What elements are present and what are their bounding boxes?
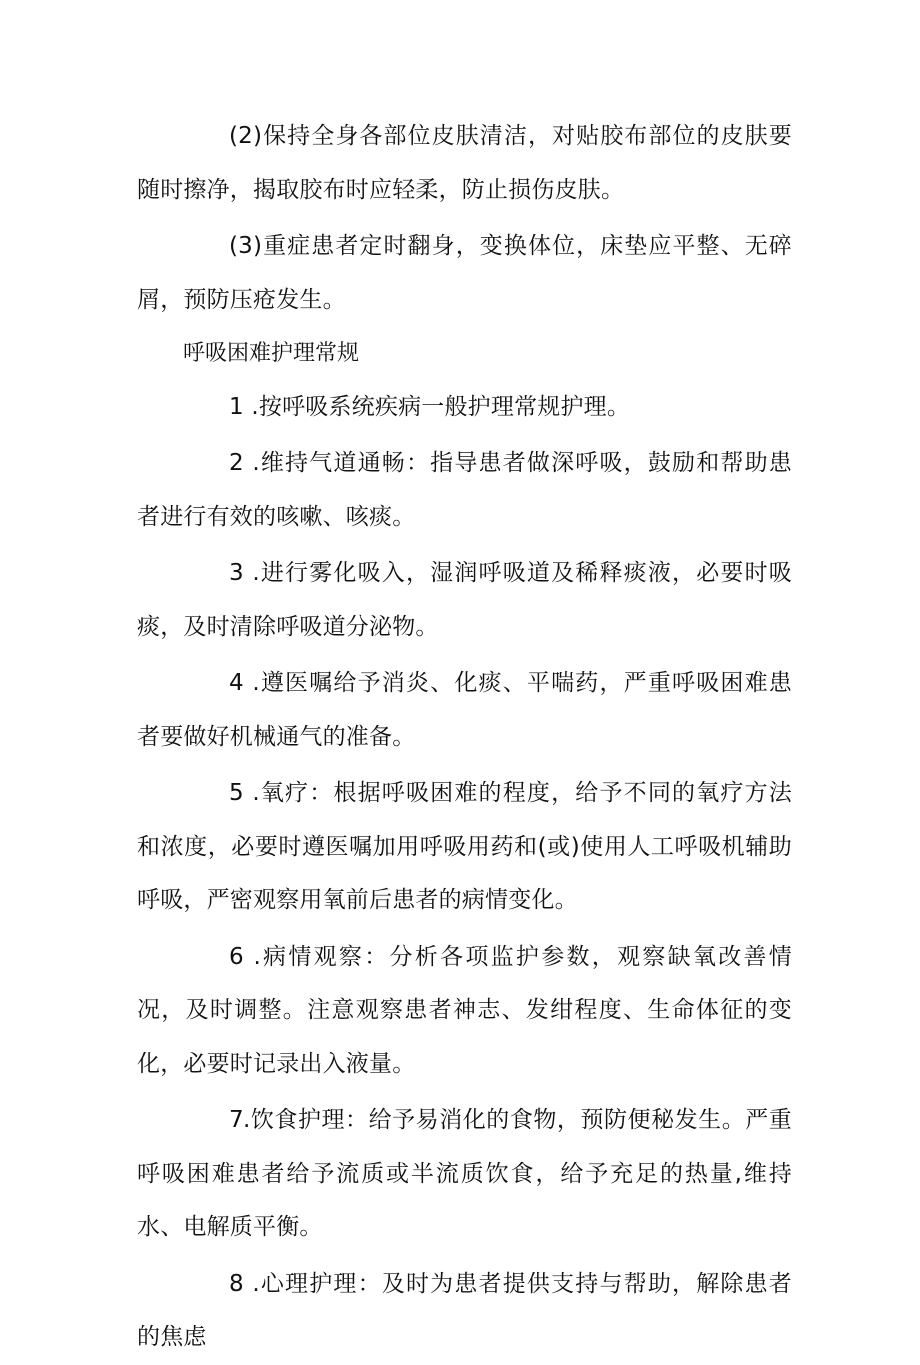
paragraph-text: 重症患者定时翻身，变换体位，床垫应平整、无碎屑，预防压疮发生。 — [137, 233, 792, 313]
list-item-1 — [137, 381, 792, 435]
item-separator: . — [243, 1270, 260, 1297]
item-separator: . — [243, 780, 260, 806]
item-separator: . — [243, 670, 260, 696]
item-text: 饮食护理：给予易消化的食物，预防便秘发生。严重呼吸困难患者给予流质或半流质饮食，给予充足的热量,维持水、电解质平衡。 — [137, 1107, 792, 1240]
item-separator: . — [243, 1107, 251, 1133]
item-text: 按呼吸系统疾病一般护理常规护理。 — [258, 393, 631, 420]
paragraph-text: 保持全身各部位皮肤清洁，对贴胶布部位的皮肤要随时擦净，揭取胶布时应轻柔，防止损伤皮肤。 — [137, 123, 792, 203]
paragraph-3 — [137, 220, 792, 327]
item-separator: . — [243, 943, 261, 970]
item-text: 遵医嘱给予消炎、化痰、平喘药，严重呼吸困难患者要做好机械通气的准备。 — [137, 670, 792, 750]
item-separator: . — [243, 560, 260, 586]
item-number: 4 — [229, 670, 244, 696]
list-item-5 — [137, 767, 792, 928]
list-item-8 — [137, 1258, 792, 1365]
section-title: 呼吸困难护理常规 — [183, 341, 360, 366]
paragraph-2 — [137, 110, 792, 217]
paragraph-number: (3) — [229, 233, 263, 259]
list-item-4 — [137, 657, 792, 764]
item-number: 3 — [229, 560, 244, 586]
item-text: 进行雾化吸入，湿润呼吸道及稀释痰液，必要时吸痰，及时清除呼吸道分泌物。 — [137, 560, 792, 640]
item-text: 病情观察：分析各项监护参数，观察缺氧改善情况，及时调整。注意观察患者神志、发绀程度、生命体征的变化，必要时记录出入液量。 — [137, 943, 793, 1077]
item-number: 7 — [229, 1107, 244, 1133]
item-text: 氧疗：根据呼吸困难的程度，给予不同的氧疗方法和浓度，必要时遵医嘱加用呼吸用药和(或)使用人工呼吸机辅助呼吸，严密观察用氧前后患者的病情变化。 — [137, 780, 792, 913]
item-number: 8 — [229, 1270, 244, 1297]
item-number: 5 — [229, 780, 244, 806]
item-separator: . — [243, 450, 260, 476]
item-separator: . — [243, 393, 259, 420]
paragraph-number: (2) — [229, 123, 263, 149]
item-number: 6 — [229, 943, 244, 970]
item-text: 心理护理：及时为患者提供支持与帮助，解除患者的焦虑 — [137, 1270, 792, 1350]
list-item-6 — [137, 931, 792, 1092]
document-body — [137, 110, 792, 1365]
item-text: 维持气道通畅：指导患者做深呼吸，鼓励和帮助患者进行有效的咳嗽、咳痰。 — [137, 450, 792, 530]
item-number: 1 — [229, 393, 244, 420]
list-item-2 — [137, 437, 792, 544]
item-number: 2 — [229, 450, 244, 476]
list-item-3 — [137, 547, 792, 654]
list-item-7 — [137, 1094, 792, 1255]
